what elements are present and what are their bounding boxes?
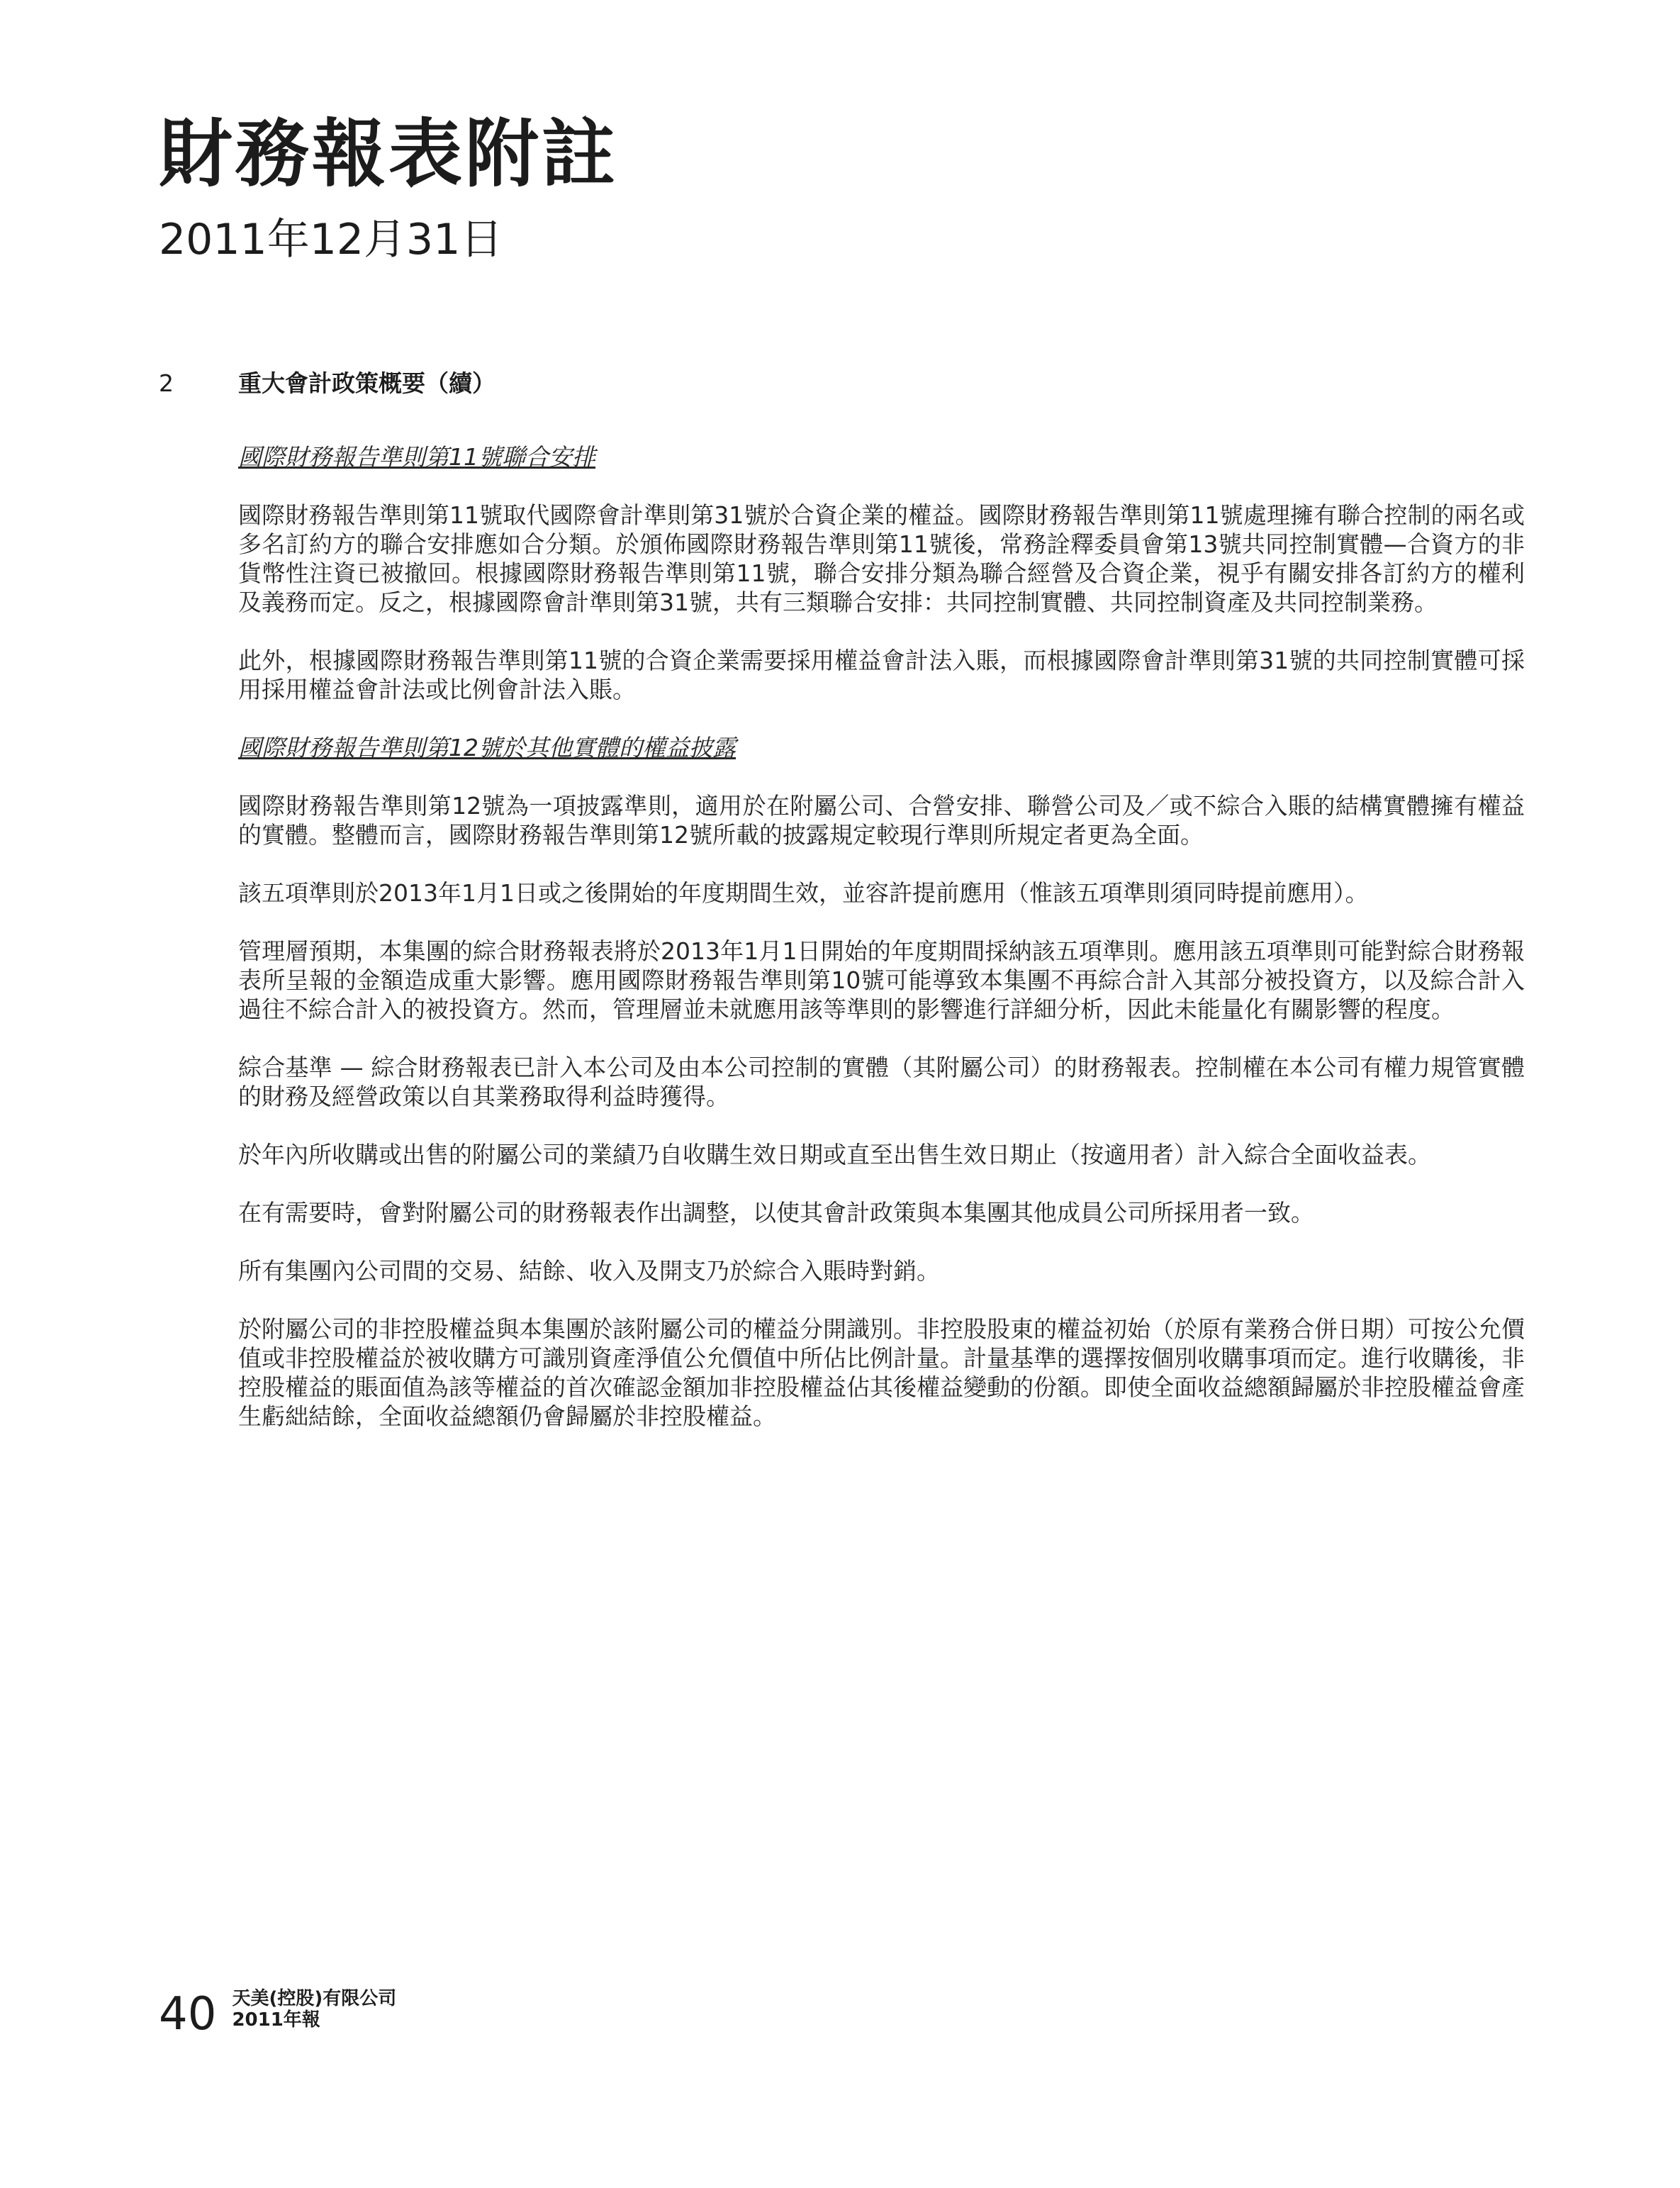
body-text	[238, 442, 1525, 1460]
subheading: 國際財務報告準則第12號於其他實體的權益披露	[238, 734, 736, 761]
section-heading	[159, 369, 495, 399]
paragraph: 所有集團內公司間的交易、結餘、收入及開支乃於綜合入賬時對銷。	[238, 1257, 940, 1285]
page-date: 2011年12月31日	[159, 215, 503, 264]
paragraph: 此外，根據國際財務報告準則第11號的合資企業需要採用權益會計法入賬，而根據國際會計準則第31號的共同控制實體可採用採用權益會計法或比例會計法入賬。	[238, 647, 1525, 703]
paragraph: 於年內所收購或出售的附屬公司的業績乃自收購生效日期或直至出售生效日期止（按適用者）計入綜合全面收益表。	[238, 1141, 1431, 1168]
paragraph: 綜合基準 — 綜合財務報表已計入本公司及由本公司控制的實體（其附屬公司）的財務報表。控制權在本公司有權力規管實體的財務及經營政策以自其業務取得利益時獲得。	[238, 1054, 1525, 1110]
company-name: 天美(控股)有限公司	[232, 1988, 397, 2009]
page-footer	[159, 1988, 397, 2041]
subheading: 國際財務報告準則第11號聯合安排	[238, 443, 595, 471]
paragraph: 該五項準則於2013年1月1日或之後開始的年度期間生效，並容許提前應用（惟該五項準則須同時提前應用）。	[238, 879, 1369, 907]
page-title: 財務報表附註	[159, 111, 619, 197]
paragraph: 管理層預期，本集團的綜合財務報表將於2013年1月1日開始的年度期間採納該五項準則。應用該五項準則可能對綜合財務報表所呈報的金額造成重大影響。應用國際財務報告準則第10號可能導致本集團不再綜合計入其部分被投資方，以及綜合計入過往不綜合計入的被投資方。然而，管理層並未就應用該等準則的影響進行詳細分析，因此未能量化有關影響的程度。	[238, 937, 1525, 1023]
paragraph: 國際財務報告準則第12號為一項披露準則，適用於在附屬公司、合營安排、聯營公司及／或不綜合入賬的結構實體擁有權益的實體。整體而言，國際財務報告準則第12號所載的披露規定較現行準則所規定者更為全面。	[238, 792, 1525, 849]
report-name: 2011年報	[232, 2009, 320, 2031]
paragraph: 在有需要時，會對附屬公司的財務報表作出調整，以使其會計政策與本集團其他成員公司所採用者一致。	[238, 1199, 1314, 1227]
page-number: 40	[159, 1988, 217, 2041]
footer-publication	[232, 1989, 396, 2031]
paragraph: 國際財務報告準則第11號取代國際會計準則第31號於合資企業的權益。國際財務報告準則第11號處理擁有聯合控制的兩名或多名訂約方的聯合安排應如合分類。於頒佈國際財務報告準則第11號後，常務詮釋委員會第13號共同控制實體—合資方的非貨幣性注資已被撤回。根據國際財務報告準則第11號，聯合安排分類為聯合經營及合資企業，視乎有關安排各訂約方的權利及義務而定。反之，根據國際會計準則第31號，共有三類聯合安排：共同控制實體、共同控制資產及共同控制業務。	[238, 501, 1525, 616]
section-title: 重大會計政策概要（續）	[238, 369, 495, 397]
section-number: 2	[159, 369, 174, 397]
paragraph: 於附屬公司的非控股權益與本集團於該附屬公司的權益分開識別。非控股股東的權益初始（於原有業務合併日期）可按公允價值或非控股權益於被收購方可識別資產淨值公允價值中所佔比例計量。計量基準的選擇按個別收購事項而定。進行收購後，非控股權益的賬面值為該等權益的首次確認金額加非控股權益佔其後權益變動的份額。即使全面收益總額歸屬於非控股權益會產生虧絀結餘，全面收益總額仍會歸屬於非控股權益。	[238, 1315, 1525, 1430]
